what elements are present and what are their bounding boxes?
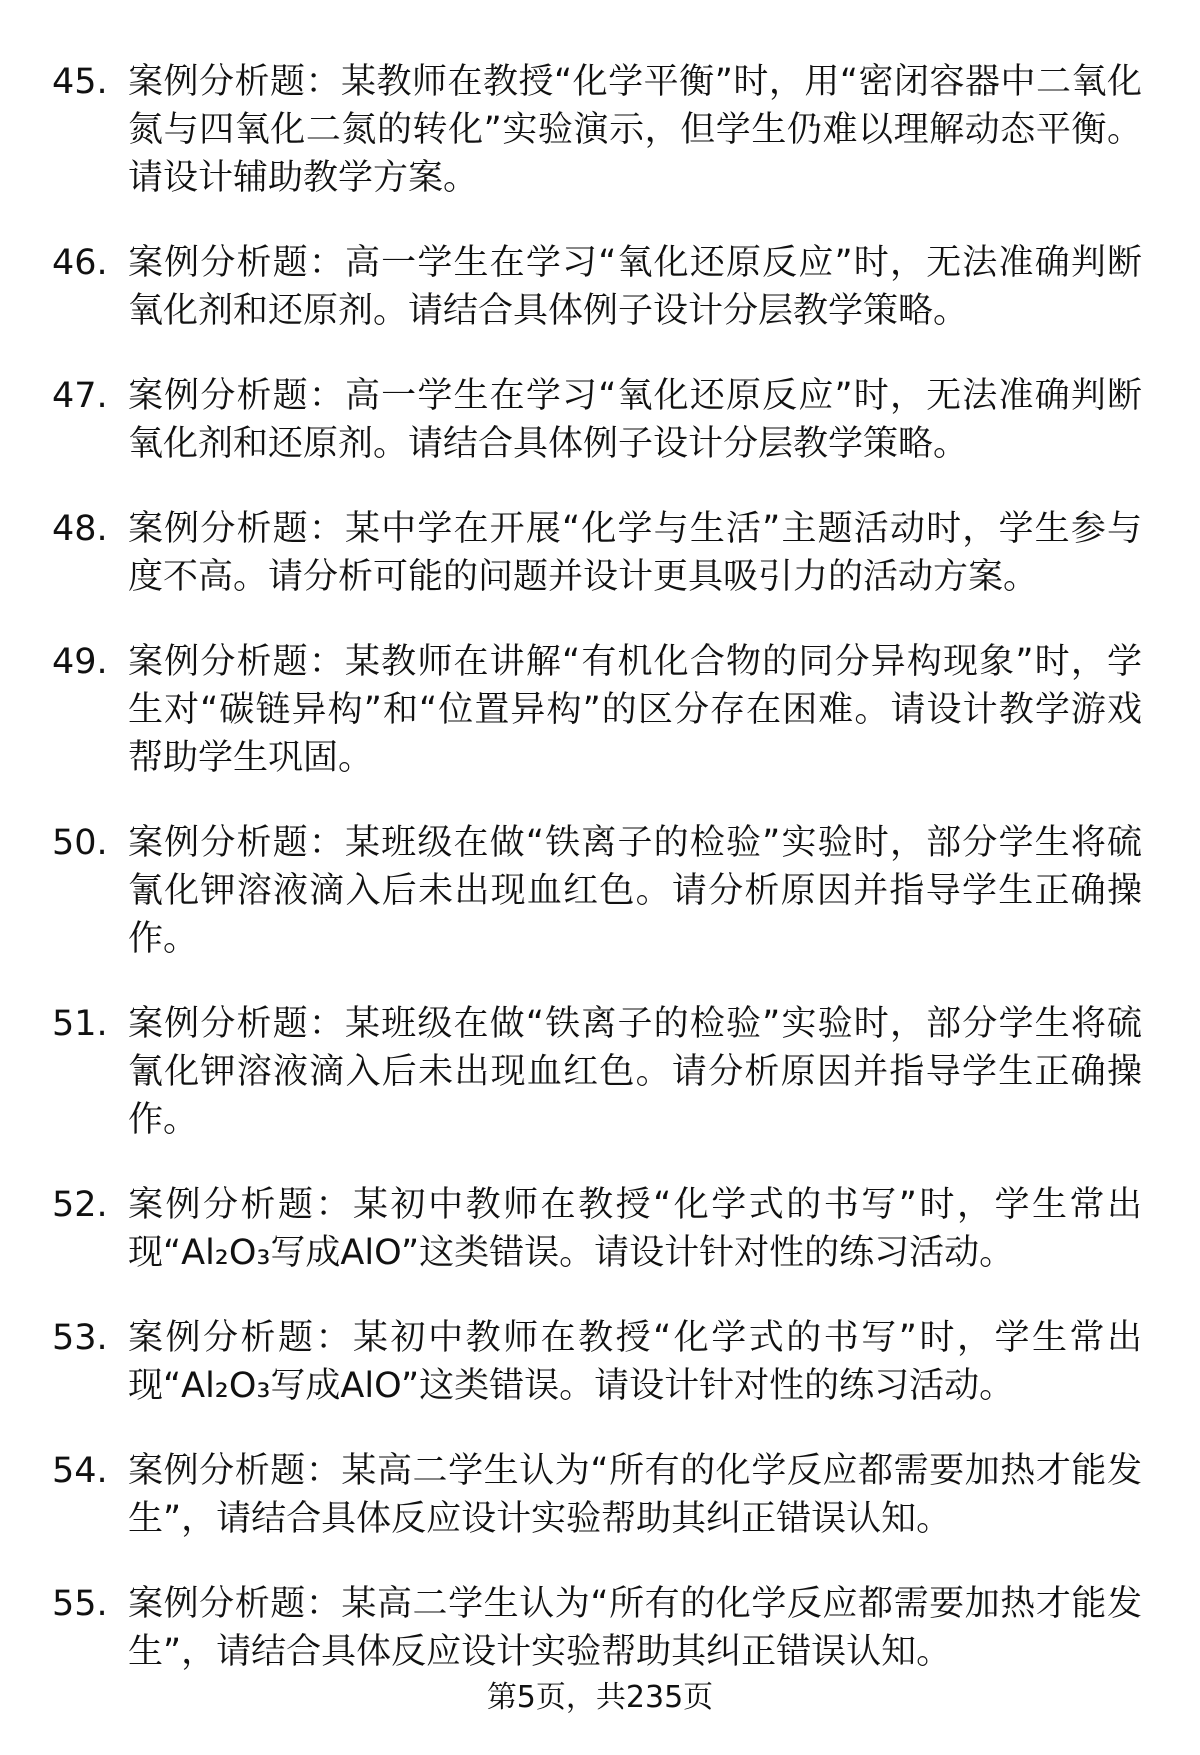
question-number: 54. (52, 1451, 108, 1491)
question-item (52, 1000, 1142, 1144)
page-number: 第5页，共235页 (486, 1680, 714, 1715)
question-number: 51. (52, 1004, 108, 1044)
question-item (52, 1580, 1142, 1676)
question-number: 49. (52, 642, 108, 682)
question-number: 48. (52, 509, 108, 549)
question-text: 案例分析题：某高二学生认为“所有的化学反应都需要加热才能发生”，请结合具体反应设计实验帮助其纠正错误认知。 (128, 1584, 1142, 1672)
question-text: 案例分析题：某班级在做“铁离子的检验”实验时，部分学生将硫氰化钾溶液滴入后未出现血红色。请分析原因并指导学生正确操作。 (128, 823, 1142, 959)
question-text: 案例分析题：某班级在做“铁离子的检验”实验时，部分学生将硫氰化钾溶液滴入后未出现血红色。请分析原因并指导学生正确操作。 (128, 1004, 1142, 1140)
question-text: 案例分析题：高一学生在学习“氧化还原反应”时，无法准确判断氧化剂和还原剂。请结合具体例子设计分层教学策略。 (128, 243, 1142, 331)
question-text: 案例分析题：某中学在开展“化学与生活”主题活动时，学生参与度不高。请分析可能的问题并设计更具吸引力的活动方案。 (128, 509, 1142, 597)
question-text: 案例分析题：某教师在讲解“有机化合物的同分异构现象”时，学生对“碳链异构”和“位置异构”的区分存在困难。请设计教学游戏帮助学生巩固。 (128, 642, 1142, 778)
question-item (52, 58, 1142, 202)
question-number: 52. (52, 1185, 108, 1225)
question-item (52, 372, 1142, 468)
question-text: 案例分析题：某初中教师在教授“化学式的书写”时，学生常出现“Al₂O₃写成AlO”这类错误。请设计针对性的练习活动。 (128, 1318, 1142, 1406)
question-item (52, 239, 1142, 335)
question-number: 53. (52, 1318, 108, 1358)
question-text: 案例分析题：某教师在教授“化学平衡”时，用“密闭容器中二氧化氮与四氧化二氮的转化”实验演示，但学生仍难以理解动态平衡。请设计辅助教学方案。 (128, 62, 1142, 198)
question-number: 50. (52, 823, 108, 863)
question-number: 47. (52, 376, 108, 416)
question-item (52, 1314, 1142, 1410)
question-number: 45. (52, 62, 108, 102)
question-item (52, 1181, 1142, 1277)
question-item (52, 1447, 1142, 1543)
question-number: 55. (52, 1584, 108, 1624)
question-item (52, 638, 1142, 782)
question-list (52, 58, 1142, 1713)
question-text: 案例分析题：高一学生在学习“氧化还原反应”时，无法准确判断氧化剂和还原剂。请结合具体例子设计分层教学策略。 (128, 376, 1142, 464)
question-number: 46. (52, 243, 108, 283)
question-item (52, 819, 1142, 963)
question-item (52, 505, 1142, 601)
question-text: 案例分析题：某高二学生认为“所有的化学反应都需要加热才能发生”，请结合具体反应设计实验帮助其纠正错误认知。 (128, 1451, 1142, 1539)
question-text: 案例分析题：某初中教师在教授“化学式的书写”时，学生常出现“Al₂O₃写成AlO”这类错误。请设计针对性的练习活动。 (128, 1185, 1142, 1273)
